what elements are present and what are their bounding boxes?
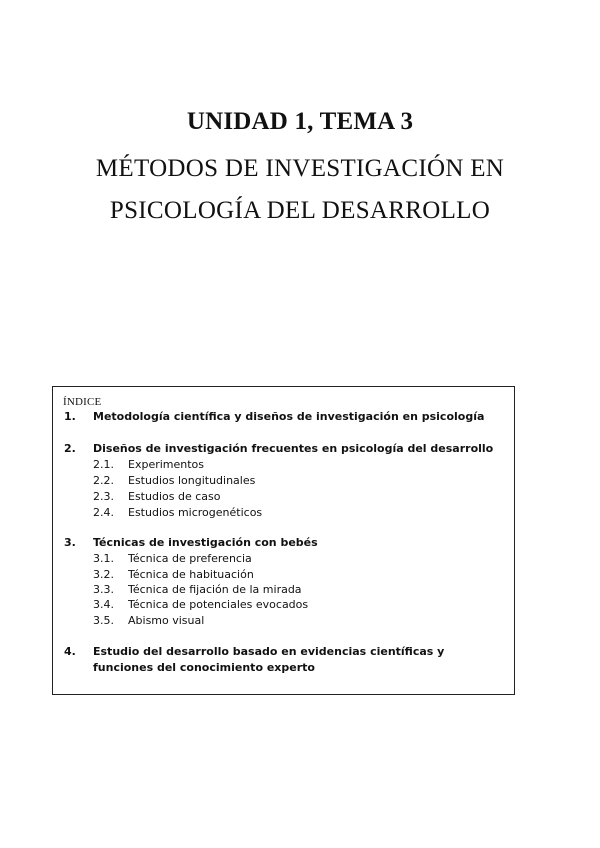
subsection-number: 2.2. [93, 474, 114, 487]
document-title [0, 148, 600, 232]
subsection-title: Experimentos [128, 458, 205, 471]
subsection-title: Estudios de caso [128, 490, 221, 503]
document-header [0, 102, 600, 232]
index-box [52, 386, 515, 695]
section-title: Técnicas de investigación con bebés [93, 536, 318, 549]
subsection-number: 3.2. [93, 568, 114, 581]
title-line-2: PSICOLOGÍA DEL DESARROLLO [109, 197, 491, 224]
subsection-number: 3.4. [93, 598, 114, 611]
index-label: ÍNDICE [63, 396, 102, 408]
subsection-title: Abismo visual [128, 614, 205, 627]
section-number: 2. [64, 442, 76, 455]
section-number: 3. [64, 536, 76, 549]
subsection-title: Estudios longitudinales [128, 474, 256, 487]
subsection-title: Técnica de fijación de la mirada [128, 583, 302, 596]
subsection-number: 2.4. [93, 506, 114, 519]
section-number: 1. [64, 410, 76, 423]
title-line-1: MÉTODOS DE INVESTIGACIÓN EN [95, 155, 505, 182]
subsection-title: Estudios microgenéticos [128, 506, 263, 519]
subsection-number: 3.1. [93, 552, 114, 565]
subsection-number: 3.3. [93, 583, 114, 596]
subsection-title: Técnica de habituación [128, 568, 254, 581]
section-title: Diseños de investigación frecuentes en psicología del desarrollo [93, 442, 494, 455]
subsection-title: Técnica de preferencia [128, 552, 252, 565]
subsection-title: Técnica de potenciales evocados [128, 598, 309, 611]
subsection-number: 3.5. [93, 614, 114, 627]
unit-title: UNIDAD 1, TEMA 3 [186, 108, 414, 135]
subsection-number: 2.1. [93, 458, 114, 471]
section-title: Estudio del desarrollo basado en evidencias científicas y funciones del conocimiento experto [93, 645, 445, 674]
section-number: 4. [64, 645, 76, 658]
subsection-number: 2.3. [93, 490, 114, 503]
section-title: Metodología científica y diseños de investigación en psicología [93, 410, 485, 423]
